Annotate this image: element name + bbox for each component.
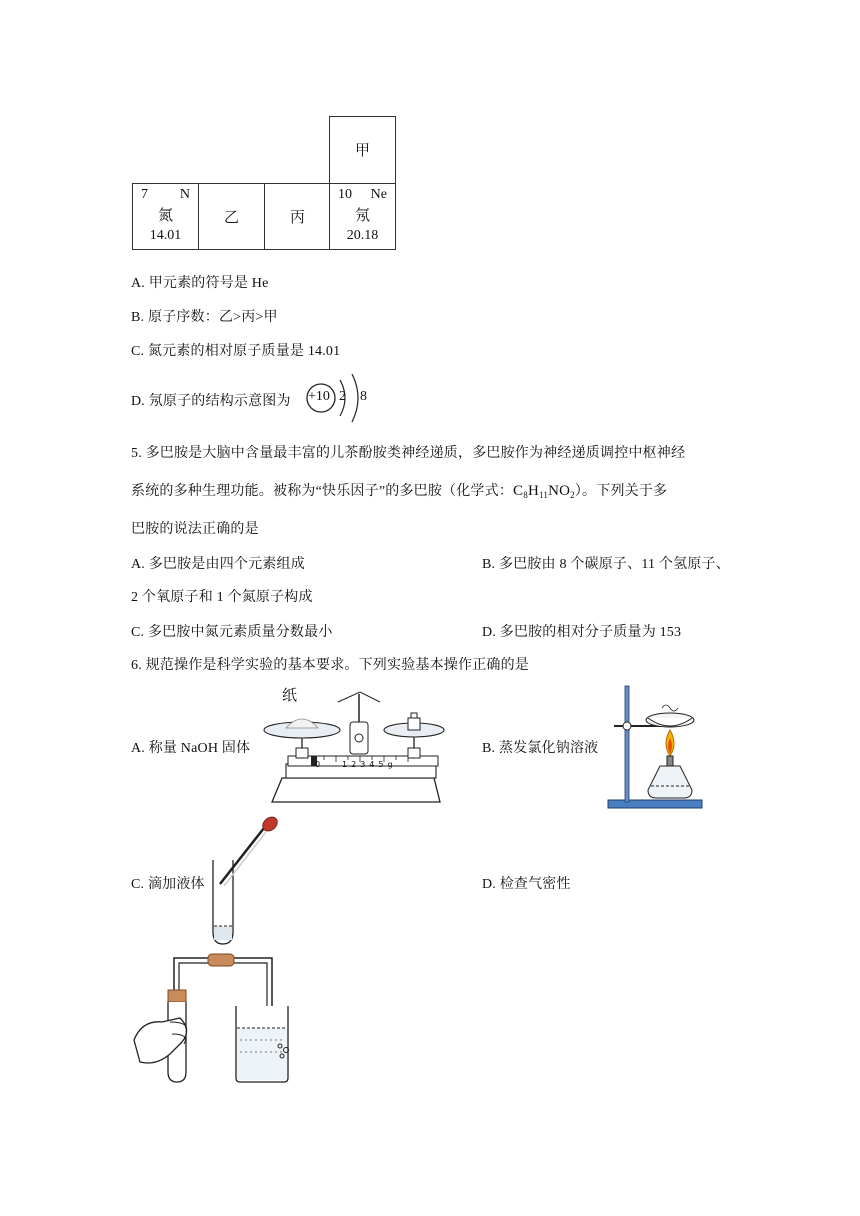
q5-line2-start: 系统的多种生理功能。被称为“快乐因子”的多巴胺（化学式： (131, 484, 514, 499)
q6-stem: 6. 规范操作是科学实验的基本要求。下列实验基本操作正确的是 (131, 658, 529, 673)
scale-tick-labels (342, 760, 397, 769)
tick-4: 4 (369, 760, 379, 769)
atomic-number: 10 (338, 187, 352, 202)
formula-c: C (513, 483, 524, 499)
q5-line2-end: ）。下列关于多 (574, 484, 668, 499)
element-symbol: N (179, 187, 190, 202)
formula-h-sub: 11 (539, 490, 549, 500)
cell-bing-label: 丙 (289, 210, 305, 226)
tick-2: 2 (351, 760, 361, 769)
formula-no: NO (548, 483, 571, 499)
cell-yi-label: 乙 (223, 210, 239, 226)
cell-neon (329, 183, 396, 250)
balance-svg (262, 682, 452, 807)
dropper-illustration (206, 812, 286, 947)
cell-yi (198, 183, 265, 250)
q6-option-d: D. 检查气密性 (482, 877, 571, 892)
cell-jia (329, 116, 396, 184)
nucleus-charge: +10 (308, 389, 330, 404)
q5-option-b-continued: 2 个氧原子和 1 个氮原子构成 (131, 590, 313, 605)
airtightness-illustration (130, 950, 290, 1086)
formula-c-sub: 8 (523, 490, 528, 500)
cell-jia-label: 甲 (354, 143, 370, 159)
atomic-mass: 20.18 (346, 228, 379, 243)
q5-option-c: C. 多巴胺中氮元素质量分数最小 (131, 625, 333, 640)
tick-0: 0 (315, 760, 321, 769)
cell-bing (264, 183, 331, 250)
q5-option-d: D. 多巴胺的相对分子质量为 153 (482, 625, 682, 640)
formula-o-sub: 2 (570, 490, 575, 500)
q5-stem-line2 (131, 480, 667, 500)
q4-option-b: B. 原子序数：乙>丙>甲 (131, 310, 278, 325)
tick-3: 3 (360, 760, 370, 769)
q4-option-a: A. 甲元素的符号是 He (131, 276, 269, 291)
evaporation-illustration (604, 682, 704, 812)
q6-option-a: A. 称量 NaOH 固体 (131, 741, 251, 756)
shell-1-electrons: 2 (339, 389, 346, 404)
q6-option-c: C. 滴加液体 (131, 877, 205, 892)
q6-option-b: B. 蒸发氯化钠溶液 (482, 741, 599, 756)
airtightness-svg (130, 950, 290, 1086)
q5-option-b: B. 多巴胺由 8 个碳原子、11 个氢原子、 (482, 557, 730, 572)
element-name: 氖 (354, 208, 370, 224)
element-name: 氮 (157, 208, 173, 224)
dopamine-formula (513, 483, 575, 499)
cell-nitrogen (132, 183, 199, 250)
balance-illustration (262, 682, 452, 807)
atomic-mass: 14.01 (149, 228, 182, 243)
atom-structure-diagram (304, 372, 374, 424)
element-symbol: Ne (370, 187, 387, 202)
dropper-svg (206, 812, 286, 947)
q4-option-c: C. 氮元素的相对原子质量是 14.01 (131, 344, 341, 359)
shell-2-electrons: 8 (360, 389, 367, 404)
formula-h: H (527, 483, 539, 499)
tick-1: 1 (342, 760, 352, 769)
atomic-number: 7 (141, 187, 148, 202)
tick-5: 5g (378, 760, 397, 769)
evaporation-svg (604, 682, 704, 812)
q5-stem-line3: 巴胺的说法正确的是 (131, 522, 259, 537)
paper-label: 纸 (282, 686, 298, 704)
q5-option-a: A. 多巴胺是由四个元素组成 (131, 557, 305, 572)
q5-stem-line1: 5. 多巴胺是大脑中含量最丰富的儿茶酚胺类神经递质，多巴胺作为神经递质调控中枢神经 (131, 446, 686, 461)
q4-option-d: D. 氖原子的结构示意图为 (131, 394, 291, 409)
